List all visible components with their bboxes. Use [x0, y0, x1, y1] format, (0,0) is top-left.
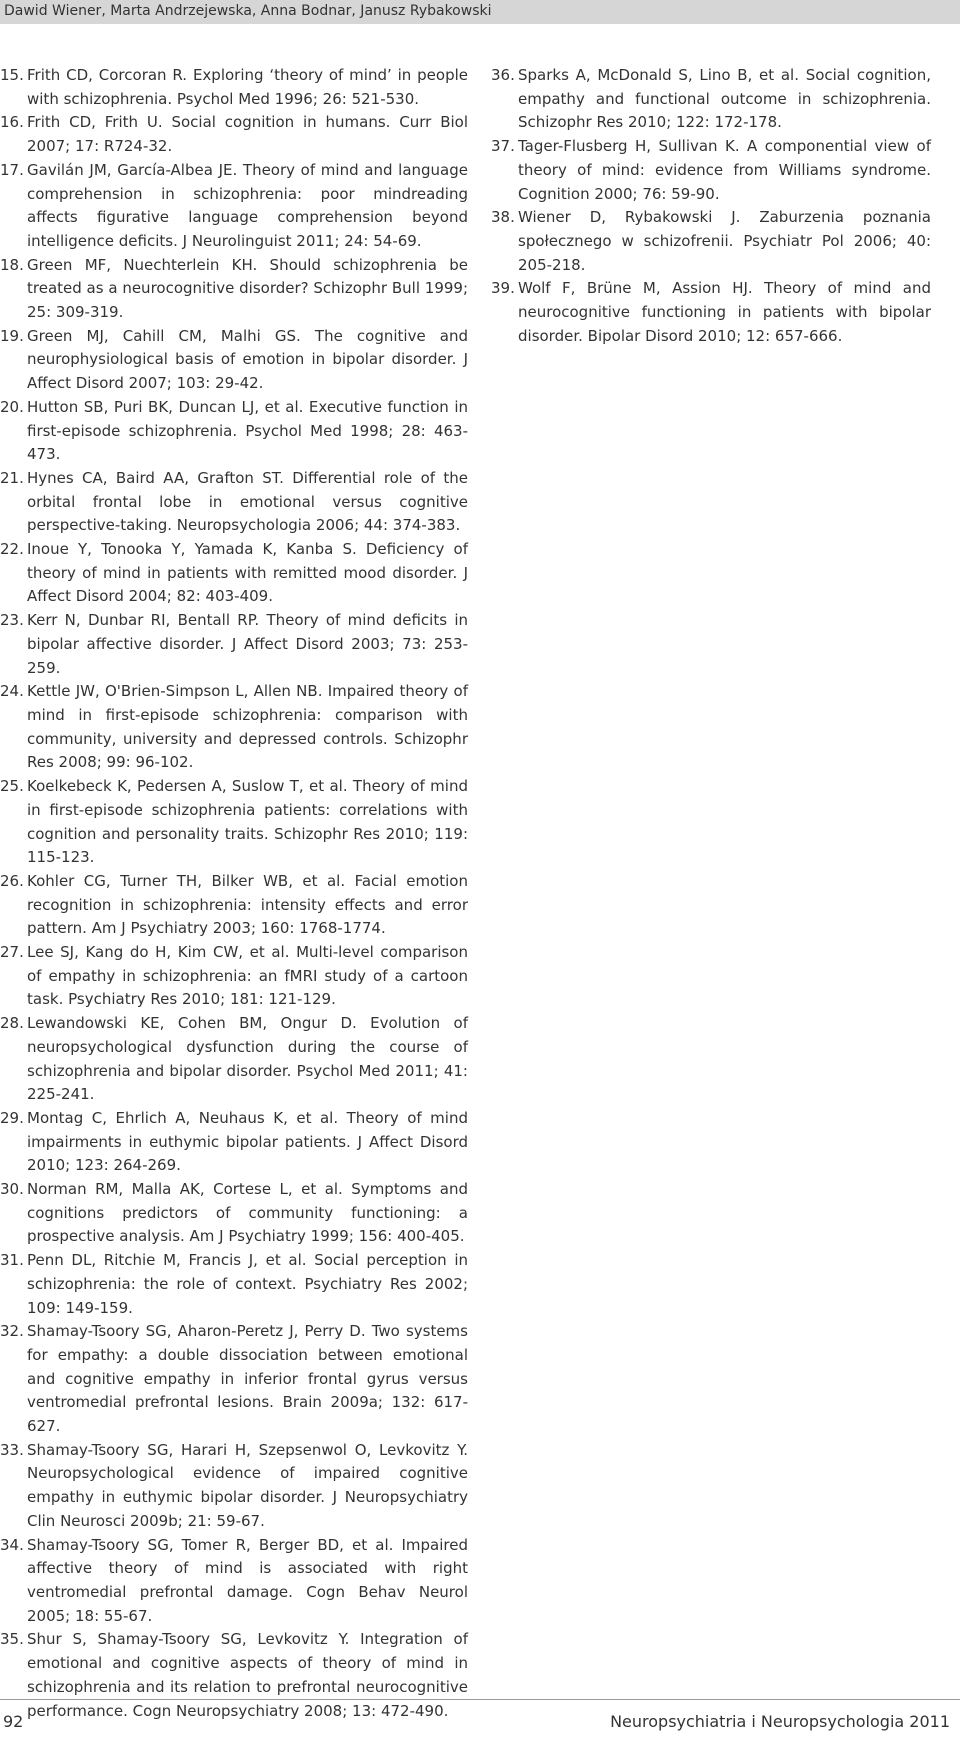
reference-text: Shamay-Tsoory SG, Aharon-Peretz J, Perry D. Two systems for empathy: a double dissociation between emotional and cognitive empathy in inferior frontal gyrus versus ventromedial prefrontal lesions. Brain 2009a; 132: 617-627. — [27, 1322, 468, 1436]
reference-item — [491, 277, 931, 348]
reference-number: 17. — [0, 160, 24, 179]
reference-text: Inoue Y, Tonooka Y, Yamada K, Kanba S. Deficiency of theory of mind in patients with remitted mood disorder. J Affect Disord 2004; 82: 403-409. — [27, 540, 468, 606]
reference-text: Lee SJ, Kang do H, Kim CW, et al. Multi-level comparison of empathy in schizophrenia: an fMRI study of a cartoon task. Psychiatry Res 2010; 181: 121-129. — [27, 943, 468, 1009]
reference-number: 33. — [0, 1440, 24, 1459]
reference-text: Lewandowski KE, Cohen BM, Ongur D. Evolution of neuropsychological dysfunction during the course of schizophrenia and bipolar disorder. Psychol Med 2011; 41: 225-241. — [27, 1014, 468, 1104]
reference-number: 29. — [0, 1108, 24, 1127]
reference-text: Wolf F, Brüne M, Assion HJ. Theory of mind and neurocognitive functioning in patients with bipolar disorder. Bipolar Disord 2010; 12: 657-666. — [518, 279, 931, 345]
reference-text: Kerr N, Dunbar RI, Bentall RP. Theory of mind deficits in bipolar affective disorder. J Affect Disord 2003; 73: 253-259. — [27, 611, 468, 677]
reference-item — [0, 396, 468, 467]
reference-item — [0, 1107, 468, 1178]
reference-number: 31. — [0, 1251, 24, 1270]
reference-text: Green MF, Nuechterlein KH. Should schizophrenia be treated as a neurocognitive disorder? Schizophr Bull 1999; 25: 309-319. — [27, 255, 468, 322]
reference-text: Koelkebeck K, Pedersen A, Suslow T, et al. Theory of mind in first-episode schizophrenia patients: correlations with cognition and personality traits. Schizophr Res 2010; 119: 115-123. — [27, 777, 468, 867]
reference-number: 27. — [0, 943, 24, 962]
reference-item — [0, 941, 468, 1012]
reference-number: 35. — [0, 1630, 24, 1649]
reference-item — [491, 64, 931, 135]
reference-text: Hutton SB, Puri BK, Duncan LJ, et al. Executive function in first-episode schizophrenia. Psychol Med 1998; 28: 463-473. — [27, 397, 468, 464]
reference-number: 23. — [0, 611, 24, 630]
reference-number: 37. — [491, 137, 515, 156]
reference-item — [0, 467, 468, 538]
reference-item — [0, 111, 468, 158]
reference-item — [491, 206, 931, 277]
reference-text: Shamay-Tsoory SG, Harari H, Szepsenwol O, Levkovitz Y. Neuropsychological evidence of impaired cognitive empathy in euthymic bipolar disorder. J Neuropsychiatry Clin Neurosci 2009b; 21: 59-67. — [27, 1440, 468, 1530]
journal-title: Neuropsychiatria i Neuropsychologia 2011 — [610, 1712, 950, 1731]
reference-number: 38. — [491, 208, 515, 227]
reference-item — [0, 1534, 468, 1629]
reference-item — [0, 1628, 468, 1723]
reference-item — [0, 870, 468, 941]
reference-number: 32. — [0, 1322, 24, 1341]
page-number: 92 — [3, 1712, 24, 1731]
reference-item — [0, 538, 468, 609]
reference-item — [491, 135, 931, 206]
reference-item — [0, 254, 468, 325]
reference-item — [0, 159, 468, 254]
reference-number: 24. — [0, 682, 24, 701]
reference-text: Frith CD, Frith U. Social cognition in humans. Curr Biol 2007; 17: R724-32. — [27, 113, 468, 156]
reference-number: 16. — [0, 113, 24, 132]
reference-text: Gavilán JM, García-Albea JE. Theory of mind and language comprehension in schizophrenia: poor mindreading affects figurative language comprehension beyond intelligence deficits. J Neurolinguist 2011; 24: 54-69. — [27, 160, 468, 250]
reference-item — [0, 325, 468, 396]
reference-item — [0, 680, 468, 775]
reference-item — [0, 1439, 468, 1534]
reference-item — [0, 1012, 468, 1107]
reference-text: Tager-Flusberg H, Sullivan K. A componential view of theory of mind: evidence from Williams syndrome. Cognition 2000; 76: 59-90. — [518, 137, 931, 203]
reference-number: 21. — [0, 468, 24, 487]
reference-text: Shur S, Shamay-Tsoory SG, Levkovitz Y. Integration of emotional and cognitive aspects of theory of mind in schizophrenia and its relation to prefrontal neurocognitive performance. Cogn Neuropsychiatry 2008; 13: 472-490. — [27, 1630, 468, 1720]
reference-text: Montag C, Ehrlich A, Neuhaus K, et al. Theory of mind impairments in euthymic bipolar patients. J Affect Disord 2010; 123: 264-269. — [27, 1108, 468, 1175]
references-left-column — [0, 64, 468, 1723]
header-authors: Dawid Wiener, Marta Andrzejewska, Anna Bodnar, Janusz Rybakowski — [4, 3, 492, 19]
reference-text: Hynes CA, Baird AA, Grafton ST. Differential role of the orbital frontal lobe in emotional versus cognitive perspective-taking. Neuropsychologia 2006; 44: 374-383. — [27, 468, 468, 535]
reference-text: Norman RM, Malla AK, Cortese L, et al. Symptoms and cognitions predictors of community functioning: a prospective analysis. Am J Psychiatry 1999; 156: 400-405. — [27, 1180, 468, 1246]
reference-item — [0, 64, 468, 111]
reference-number: 25. — [0, 777, 24, 796]
reference-item — [0, 775, 468, 870]
reference-text: Green MJ, Cahill CM, Malhi GS. The cognitive and neurophysiological basis of emotion in bipolar disorder. J Affect Disord 2007; 103: 29-42. — [27, 326, 468, 393]
reference-number: 18. — [0, 255, 24, 274]
reference-text: Kohler CG, Turner TH, Bilker WB, et al. Facial emotion recognition in schizophrenia: intensity effects and error pattern. Am J Psychiatry 2003; 160: 1768-1774. — [27, 871, 468, 938]
reference-item — [0, 1320, 468, 1439]
reference-text: Frith CD, Corcoran R. Exploring ‘theory of mind’ in people with schizophrenia. Psychol Med 1996; 26: 521-530. — [27, 66, 468, 108]
reference-number: 28. — [0, 1014, 24, 1033]
reference-text: Sparks A, McDonald S, Lino B, et al. Social cognition, empathy and functional outcome in schizophrenia. Schizophr Res 2010; 122: 172-178. — [518, 66, 931, 132]
reference-text: Shamay-Tsoory SG, Tomer R, Berger BD, et al. Impaired affective theory of mind is associated with right ventromedial prefrontal damage. Cogn Behav Neurol 2005; 18: 55-67. — [27, 1535, 468, 1625]
reference-item — [0, 1178, 468, 1249]
reference-text: Kettle JW, O'Brien-Simpson L, Allen NB. Impaired theory of mind in first-episode schizophrenia: comparison with community, university and depressed controls. Schizophr Res 2008; 99: 96-102. — [27, 682, 468, 772]
reference-number: 15. — [0, 66, 24, 84]
reference-number: 34. — [0, 1535, 24, 1554]
reference-number: 26. — [0, 871, 24, 890]
reference-number: 19. — [0, 326, 24, 345]
reference-item — [0, 609, 468, 680]
reference-text: Penn DL, Ritchie M, Francis J, et al. Social perception in schizophrenia: the role of context. Psychiatry Res 2002; 109: 149-159. — [27, 1251, 468, 1317]
reference-text: Wiener D, Rybakowski J. Zaburzenia poznania społecznego w schizofrenii. Psychiatr Pol 2006; 40: 205-218. — [518, 208, 931, 274]
reference-number: 30. — [0, 1180, 24, 1199]
references-right-column — [491, 64, 931, 348]
reference-number: 36. — [491, 66, 515, 84]
reference-number: 20. — [0, 397, 24, 416]
reference-number: 39. — [491, 279, 515, 298]
running-header — [0, 0, 960, 24]
reference-item — [0, 1249, 468, 1320]
footer-divider — [0, 1699, 960, 1700]
reference-number: 22. — [0, 540, 24, 559]
